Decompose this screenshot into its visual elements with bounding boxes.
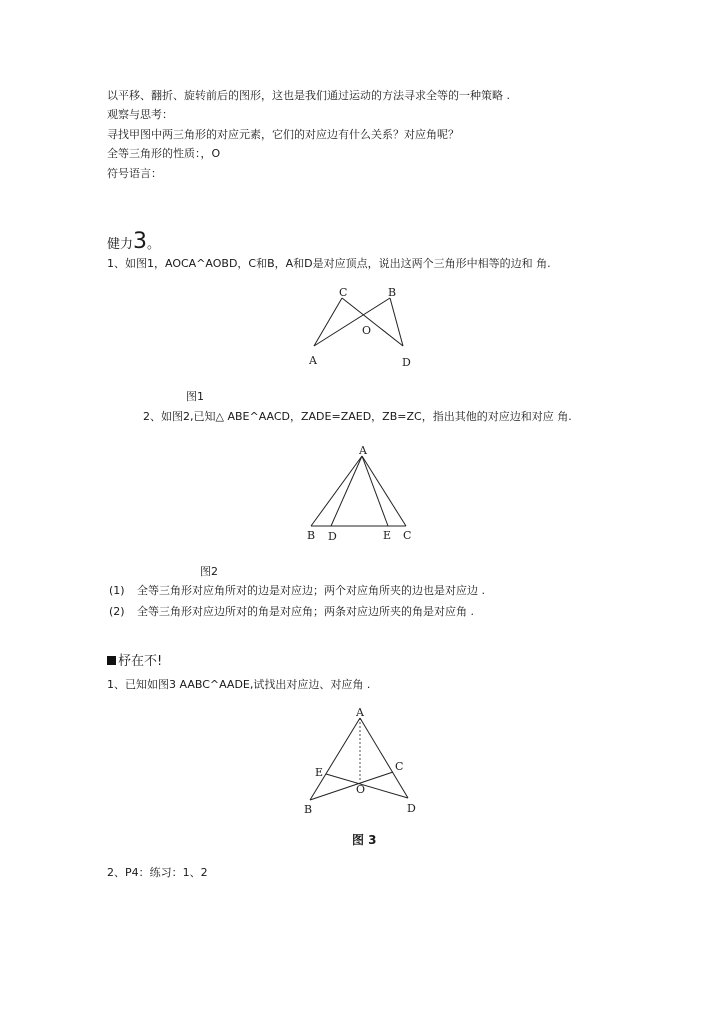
section-1-heading-suffix: 。	[147, 237, 161, 252]
figure-1-caption: 图1	[186, 390, 204, 403]
fig2-label-e: E	[383, 529, 392, 542]
fig3-label-e: E	[315, 766, 324, 779]
fig1-label-c: C	[339, 286, 348, 299]
fig1-edge-bd	[390, 298, 403, 346]
fig3-label-b: B	[304, 803, 313, 816]
section-1-heading	[107, 229, 160, 254]
intro-line-5: 符号语言：	[107, 167, 162, 180]
fig3-label-c: C	[395, 760, 404, 773]
question-2: 2、如图2,已知△ ABE^AACD，ZADE=ZAED，ZB=ZC，指出其他的对应边和对应 角.	[143, 410, 572, 423]
fig3-label-o: O	[356, 783, 366, 796]
fig2-label-c: C	[403, 529, 412, 542]
fig1-edge-ab	[314, 298, 390, 346]
section-2-question-1: 1、已知如图3 AABC^AADE,试找出对应边、对应角 .	[107, 678, 371, 691]
fig1-label-b: B	[388, 286, 397, 299]
section-2-question-2: 2、P4：练习：1、2	[107, 866, 208, 879]
figure-1	[300, 283, 420, 373]
fig2-edge-ab	[311, 456, 362, 526]
fig2-label-a: A	[359, 444, 367, 457]
fig1-label-a: A	[309, 354, 317, 367]
property-2: 全等三角形对应边所对的角是对应角；两条对应边所夹的角是对应角 .	[137, 605, 474, 618]
square-bullet-icon	[107, 656, 116, 665]
fig3-edge-ab	[310, 718, 360, 800]
property-1-number: (1)	[109, 584, 125, 597]
question-1: 1、如图1，AOCA^AOBD，C和B，A和D是对应顶点，说出这两个三角形中相等的边和 角.	[107, 257, 551, 270]
figure-2-caption: 图2	[200, 565, 218, 578]
section-1-heading-number: 3	[133, 229, 148, 254]
fig2-edge-ad	[331, 456, 362, 526]
intro-line-2: 观察与思考：	[107, 108, 173, 121]
section-2-heading	[107, 650, 162, 669]
intro-line-1: 以平移、翻折、旋转前后的图形，这也是我们通过运动的方法寻求全等的一种策略 .	[107, 89, 510, 102]
intro-line-3: 寻找甲图中两三角形的对应元素，它们的对应边有什么关系？对应角呢？	[107, 128, 459, 141]
intro-line-4: 全等三角形的性质：，O	[107, 147, 221, 160]
figure-3	[300, 704, 425, 818]
section-2-heading-text: 杼在不!	[118, 654, 163, 669]
fig2-label-d: D	[328, 530, 337, 543]
figure-3-caption: 图 3	[352, 833, 377, 847]
property-2-number: (2)	[109, 605, 125, 618]
fig2-label-b: B	[307, 529, 316, 542]
fig1-label-d: D	[402, 356, 411, 369]
fig1-edge-ac	[314, 298, 342, 346]
property-1: 全等三角形对应角所对的边是对应边；两个对应角所夹的边也是对应边 .	[137, 584, 485, 597]
fig1-label-o: O	[362, 324, 372, 337]
figure-2	[300, 442, 420, 546]
fig3-label-d: D	[407, 802, 416, 815]
fig3-label-a: A	[356, 706, 364, 719]
section-1-heading-text: 健力	[107, 237, 134, 252]
